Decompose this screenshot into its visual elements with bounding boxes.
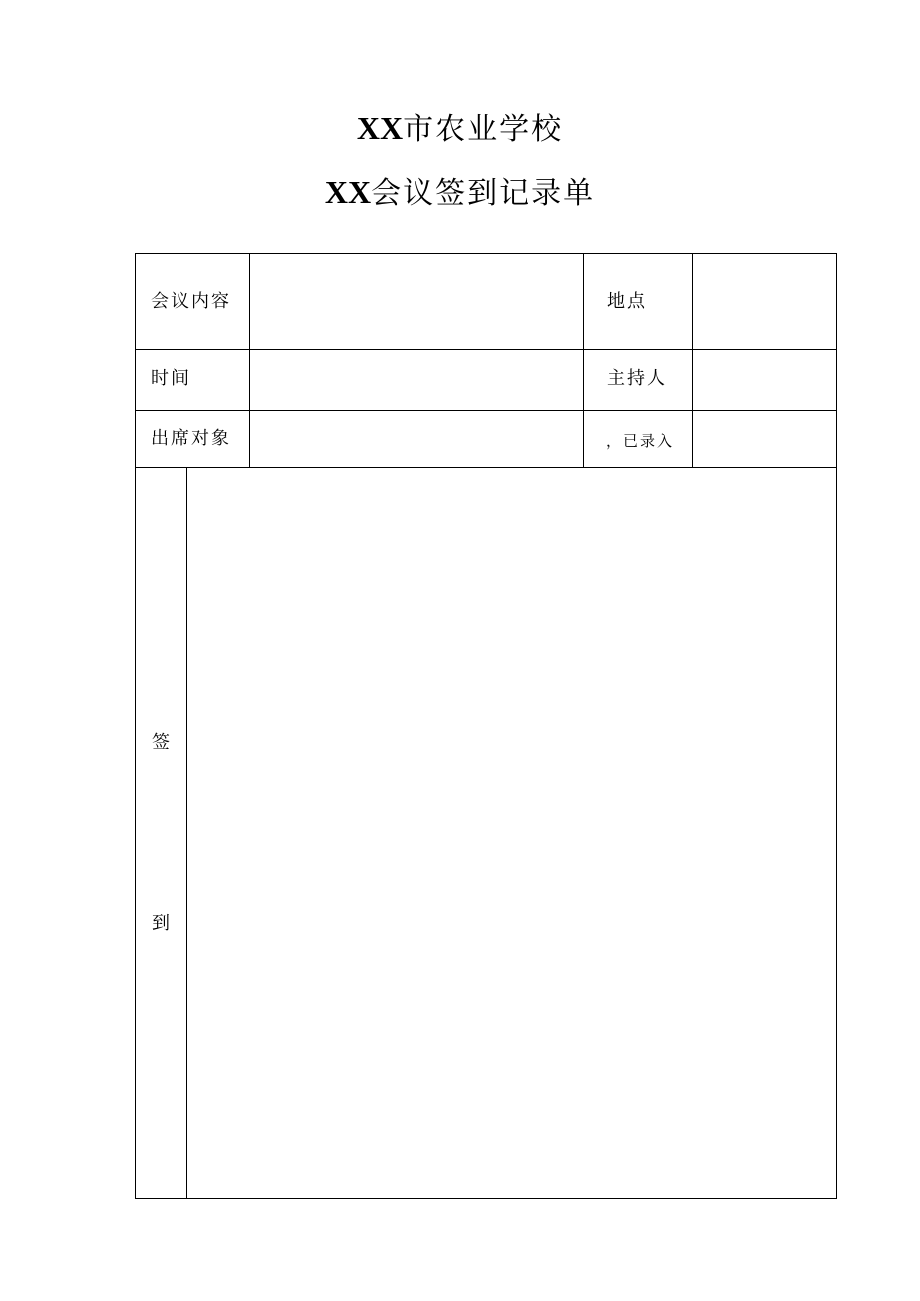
school-title-prefix: XX — [356, 110, 404, 146]
host-field[interactable] — [693, 350, 836, 410]
signature-area[interactable] — [187, 468, 836, 1198]
time-label: 时间 — [151, 368, 191, 389]
meeting-content-label: 会议内容 — [151, 291, 231, 312]
sign-label-char-2: 到 — [152, 913, 170, 934]
form-title-text: 会议签到记录单 — [371, 176, 596, 211]
host-label: 主持人 — [607, 368, 667, 389]
attendees-label: 出席对象 — [151, 428, 231, 449]
recorded-field[interactable] — [693, 411, 836, 467]
meeting-content-field[interactable] — [250, 254, 583, 349]
school-title — [0, 108, 920, 150]
school-title-text: 市农业学校 — [403, 112, 564, 147]
sign-label-char-1: 签 — [152, 732, 170, 753]
time-field[interactable] — [250, 350, 583, 410]
location-label: 地点 — [607, 291, 647, 312]
col-divider-value — [583, 254, 584, 468]
sign-in-form-table — [135, 253, 837, 1199]
form-title — [0, 172, 920, 214]
form-title-prefix: XX — [324, 174, 372, 210]
attendees-field[interactable] — [250, 411, 583, 467]
recorded-label: ，已录入 — [606, 432, 675, 450]
location-field[interactable] — [693, 254, 836, 349]
